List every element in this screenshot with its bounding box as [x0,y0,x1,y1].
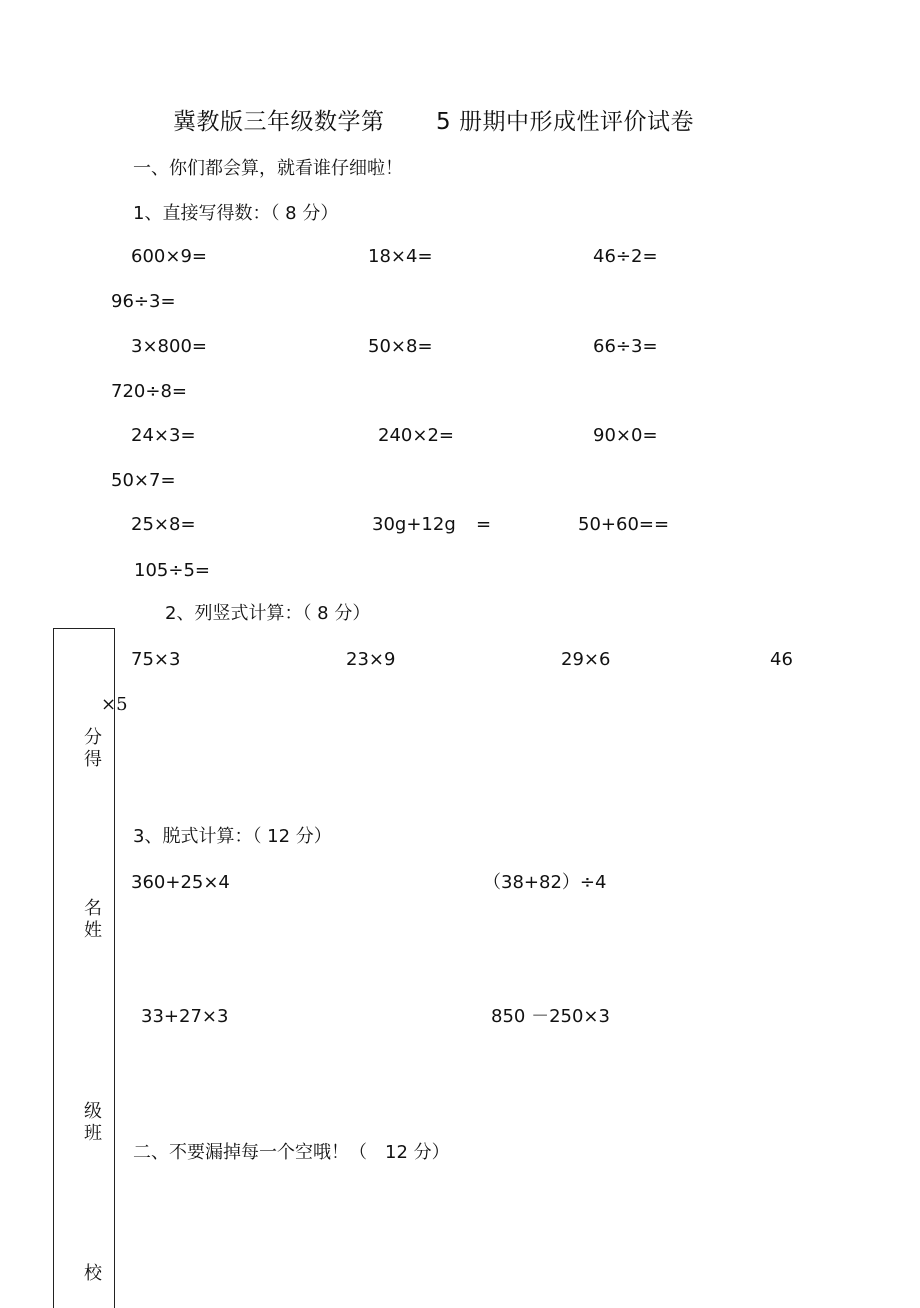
q3-item-4: 850 －250×3 [491,1006,610,1027]
q1-item-15: = [476,514,492,535]
q1-item-7: 66÷3= [593,336,658,357]
q1-item-1: 600×9= [131,246,207,267]
q1-item-12: 50×7= [111,470,176,491]
section1-heading: 一、你们都会算，就看谁仔细啦！ [133,158,403,179]
q1-item-14: 30g+12g [372,514,456,535]
q1-item-2: 18×4= [368,246,433,267]
q3-heading: 3、脱式计算：（ 12 分） [133,826,332,847]
sidebar-school-label: 校 [84,1263,102,1284]
q1-item-9: 24×3= [131,425,196,446]
q1-item-8: 720÷8= [111,381,187,402]
q1-item-16: 50+60== [578,514,670,535]
q2-item-2: 23×9 [346,649,396,670]
q3-item-1: 360+25×4 [131,872,230,893]
q1-item-3: 46÷2= [593,246,658,267]
q1-item-13: 25×8= [131,514,196,535]
q2-heading: 2、列竖式计算：（ 8 分） [165,603,371,624]
q1-item-17: 105÷5= [134,560,210,581]
q1-heading: 1、直接写得数：（ 8 分） [133,203,339,224]
sidebar-score-label: 分得 [84,727,102,770]
q2-item-4: 46 [770,649,793,670]
q2-item-4-cont: ×5 [101,694,128,715]
q1-item-11: 90×0= [593,425,658,446]
page-title-part1: 冀教版三年级数学第 [173,109,385,135]
section2-heading: 二、不要漏掉每一个空哦！（ 12 分） [133,1142,450,1163]
q2-item-3: 29×6 [561,649,611,670]
q1-item-10: 240×2= [378,425,454,446]
q1-item-5: 3×800= [131,336,207,357]
q1-item-6: 50×8= [368,336,433,357]
page-title-part2: 5 册期中形成性评价试卷 [436,109,694,135]
sidebar-class-label: 级班 [84,1101,102,1144]
q3-item-2: （38+82）÷4 [483,872,607,893]
sidebar-name-label: 名姓 [84,898,102,941]
q2-item-1: 75×3 [131,649,181,670]
q3-item-3: 33+27×3 [141,1006,229,1027]
q1-item-4: 96÷3= [111,291,176,312]
